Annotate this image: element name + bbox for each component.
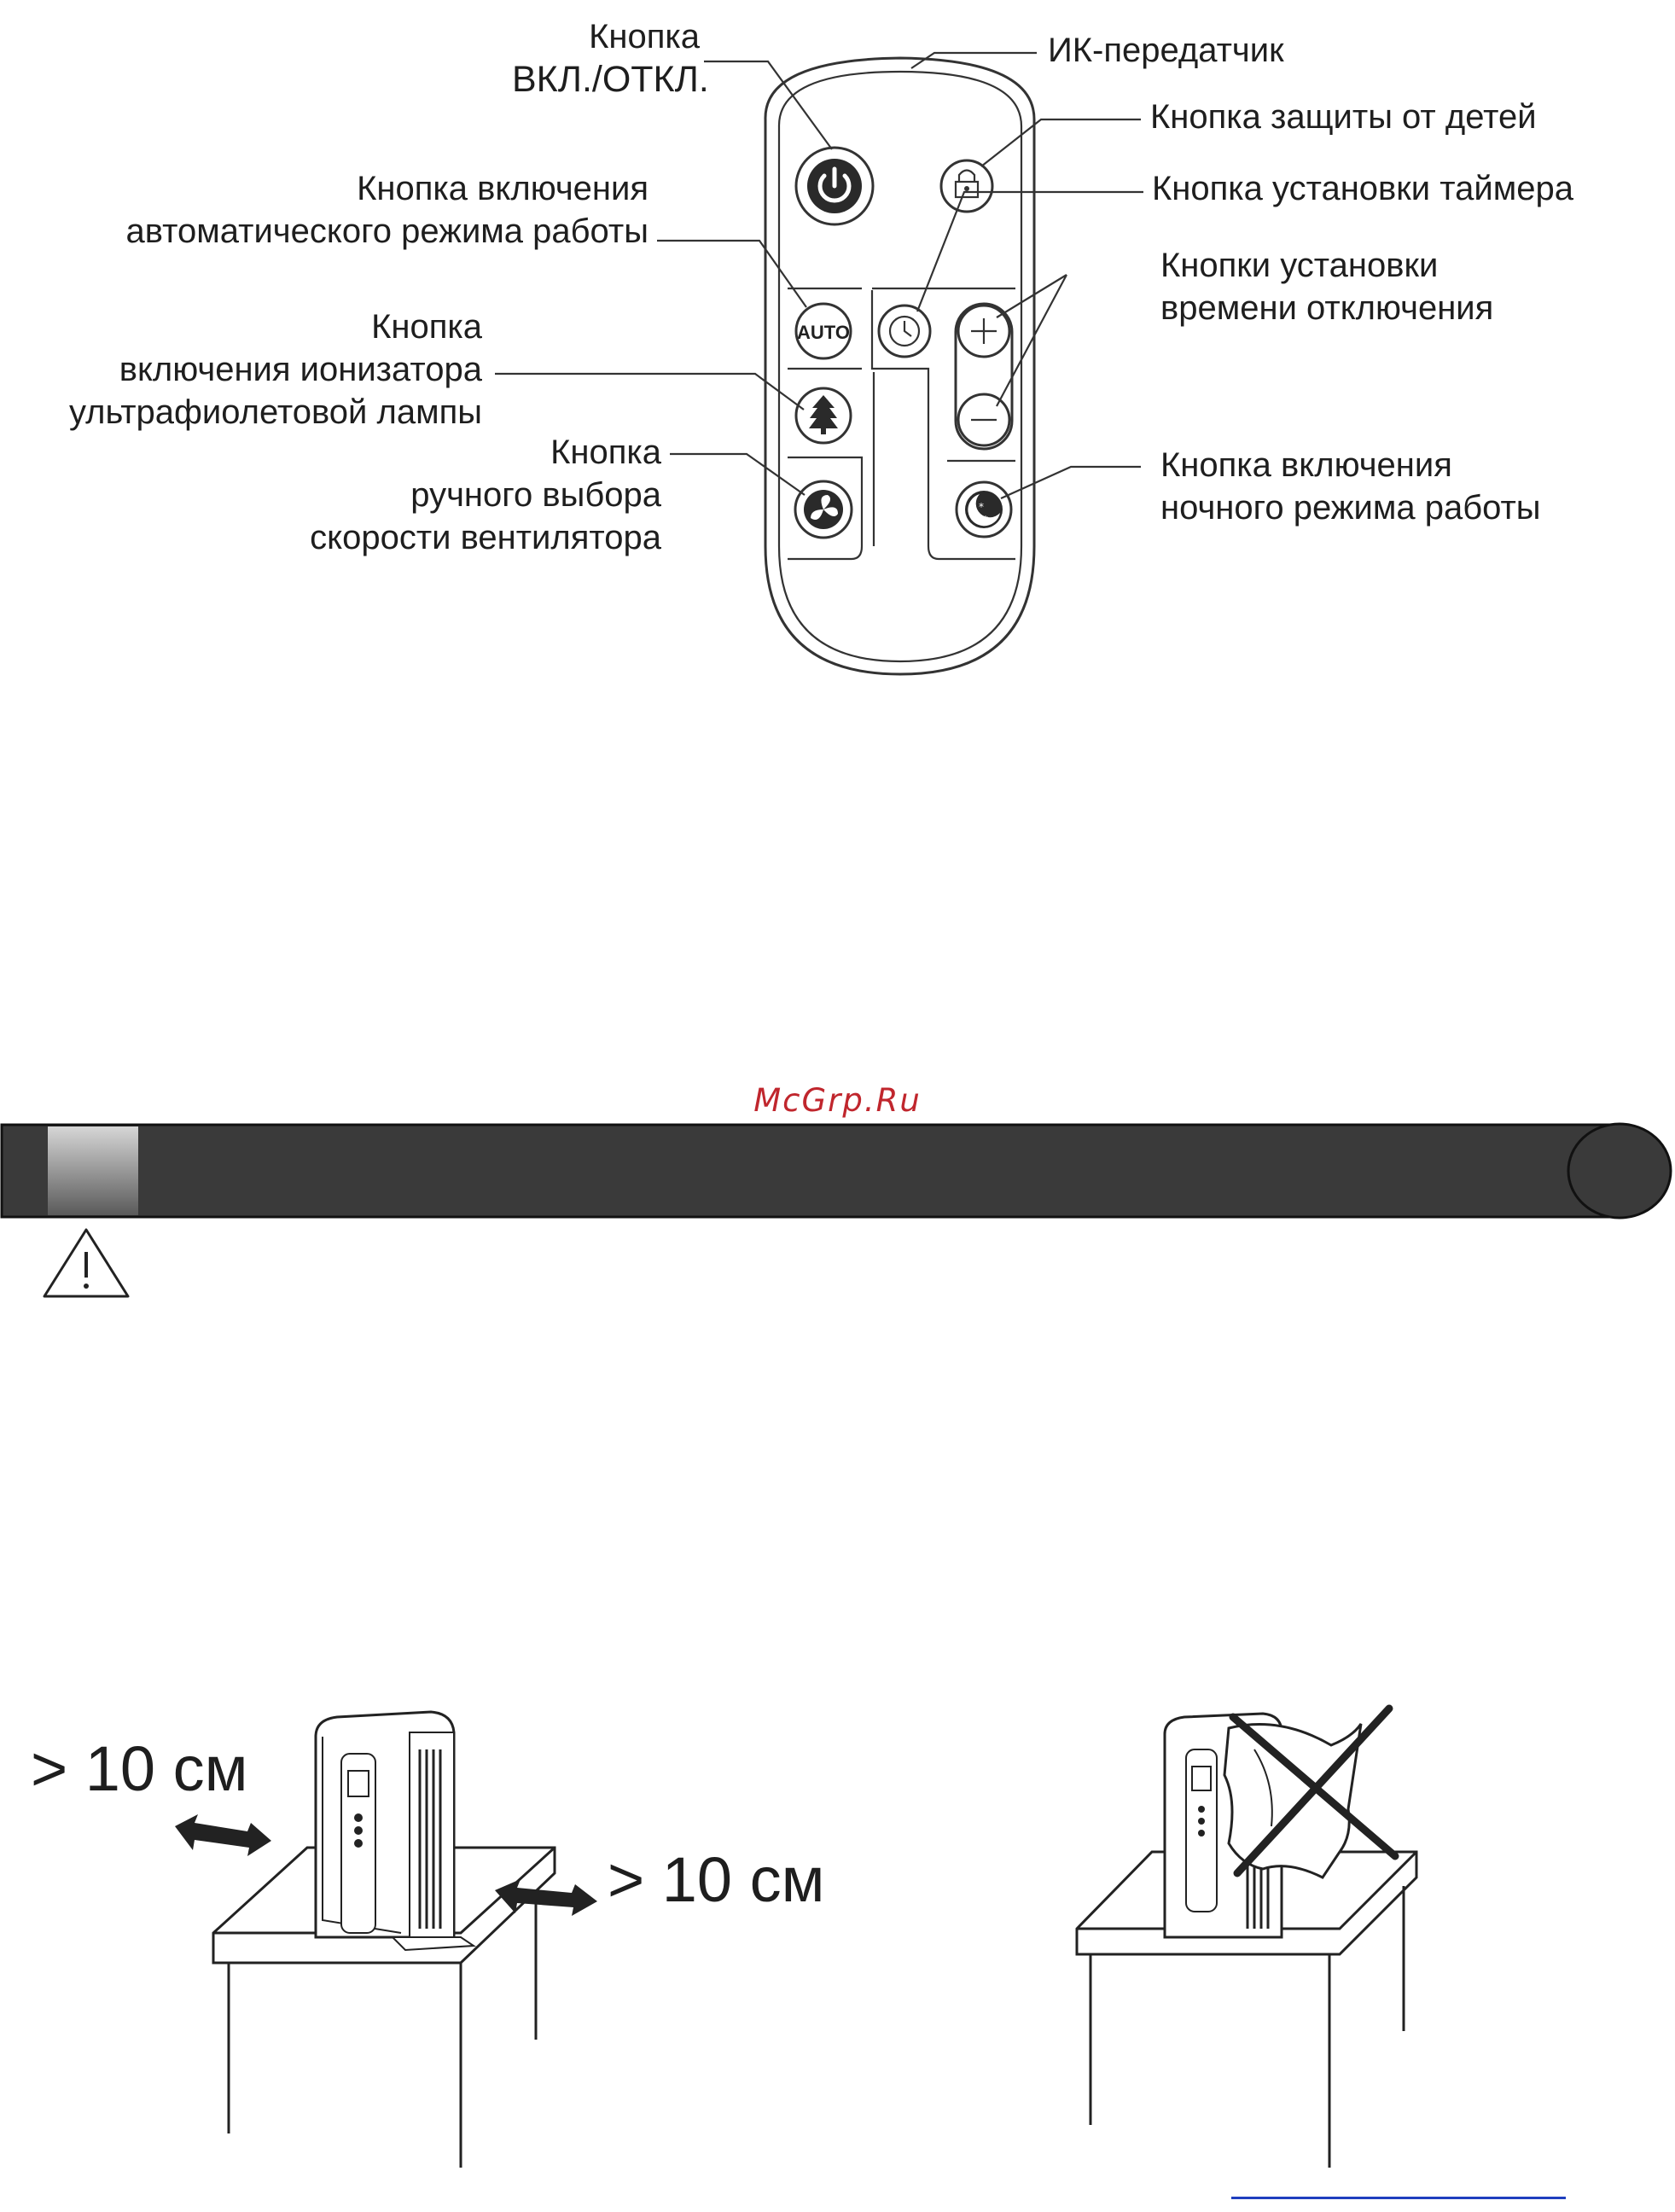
fan-icon [795, 481, 852, 538]
label-fan-speed: Кнопка ручного выбора скорости вентилятора [310, 434, 661, 556]
warning-icon [39, 1225, 133, 1301]
tree-icon [796, 388, 851, 443]
off-time-rocker [956, 304, 1012, 449]
bottom-link-underline [1231, 2197, 1566, 2199]
placement-incorrect-illustration [1058, 1698, 1468, 2176]
callout-timer [917, 192, 1143, 311]
clock-icon [879, 306, 930, 357]
label-power-button: Кнопка ВКЛ./ОТКЛ. [512, 18, 709, 100]
auto-button [796, 304, 851, 358]
watermark: McGrp.Ru [753, 1082, 922, 1119]
label-auto-mode: Кнопка включения автоматического режима работы [125, 170, 648, 250]
label-ionizer: Кнопка включения ионизатора ультрафиолетовой лампы [69, 308, 482, 431]
auto-button-label: AUTO [797, 322, 850, 343]
header-tab-swatch [48, 1126, 138, 1215]
distance-label-left: > 10 см [31, 1733, 248, 1804]
label-off-time: Кнопки установки времени отключения [1160, 247, 1494, 327]
label-ir-transmitter: ИК-передатчик [1048, 32, 1284, 69]
callout-auto [657, 241, 806, 307]
svg-text:*: * [983, 514, 988, 526]
label-night-mode: Кнопка включения ночного режима работы [1160, 446, 1541, 527]
callout-fan [670, 454, 805, 495]
svg-text:*: * [979, 501, 984, 513]
label-timer: Кнопка установки таймера [1152, 170, 1573, 207]
power-button [796, 148, 873, 224]
distance-label-right: > 10 см [608, 1844, 825, 1915]
callout-ionizer [495, 374, 804, 410]
section-header-bar [0, 1118, 1675, 1229]
header-page-badge [1568, 1124, 1671, 1218]
label-child-lock: Кнопка защиты от детей [1150, 98, 1537, 136]
callout-lock [981, 119, 1141, 166]
distance-arrow-left [175, 1814, 271, 1856]
night-mode-icon [957, 482, 1011, 537]
svg-text:*: * [973, 511, 978, 523]
lock-icon [941, 160, 992, 212]
